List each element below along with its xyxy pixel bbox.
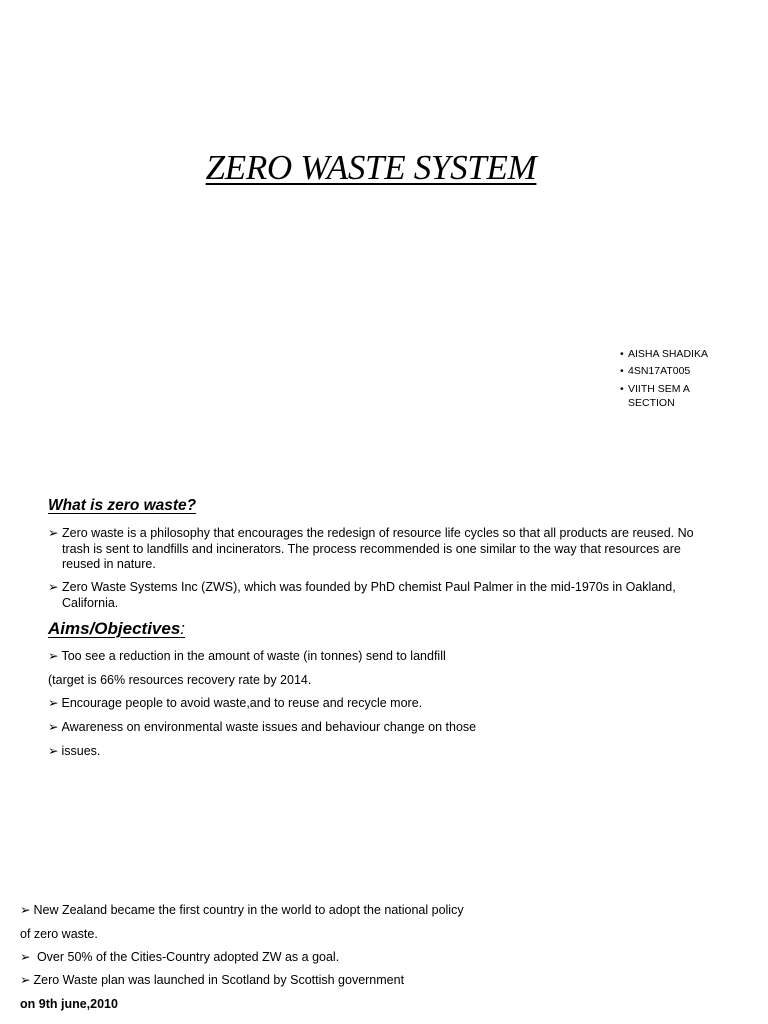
arrow-bullet-icon: ➢ [48,580,59,594]
aims-objectives-heading [48,619,185,639]
aims-line-3-text: Encourage people to avoid waste,and to reuse and recycle more. [61,696,423,710]
author-semester [620,382,760,410]
aims-heading-colon: : [180,619,186,638]
author-usn: • 4SN17AT005 [620,363,760,380]
aims-line-3 [48,695,422,711]
aims-heading-text: Aims/Objectives [48,619,181,638]
world-line-4-text: Zero Waste plan was launched in Scotland by Scottish government [33,973,405,987]
world-line-1-text: New Zealand became the first country in the world to adopt the national policy [33,903,464,917]
what-bullet-1 [48,526,718,573]
what-bullet-1-text: Zero waste is a philosophy that encourages the redesign of resource life cycles so that all products are reused. No trash is sent to landfills and incinerators. The process recommended is one similar to the way that resources are reused in nature. [62,526,694,571]
aims-line-4 [48,719,476,735]
world-line-4 [20,972,404,988]
arrow-bullet-icon: ➢ [48,649,59,663]
arrow-bullet-icon: ➢ [20,903,31,917]
aims-line-5-text: issues. [61,744,101,758]
arrow-bullet-icon: ➢ [20,973,31,987]
world-line-1 [20,902,464,918]
arrow-bullet-icon: ➢ [48,744,59,758]
aims-line-4-text: Awareness on environmental waste issues and behaviour change on those [61,720,477,734]
aims-line-1-text: Too see a reduction in the amount of waste (in tonnes) send to landfill [61,649,446,663]
world-line-5: on 9th june,2010 [20,997,118,1011]
author-semester-line1: VIITH SEM A [628,383,690,395]
arrow-bullet-icon: ➢ [48,720,59,734]
arrow-bullet-icon: ➢ [48,696,59,710]
aims-line-2: (target is 66% resources recovery rate by 2014. [48,673,312,687]
what-bullet-2-text: Zero Waste Systems Inc (ZWS), which was founded by PhD chemist Paul Palmer in the mid-1970s in Oakland, California. [62,580,676,610]
world-line-3-text: Over 50% of the Cities-Country adopted ZW as a goal. [33,950,340,964]
author-semester-line2: SECTION [628,397,675,409]
aims-line-5 [48,743,100,759]
arrow-bullet-icon: ➢ [20,950,31,964]
aims-line-1 [48,648,446,664]
author-name: • AISHA SHADIKA [620,346,760,363]
arrow-bullet-icon: ➢ [48,526,59,540]
author-info-list [620,346,760,410]
what-bullet-2 [48,580,718,611]
what-is-zero-waste-heading: What is zero waste? [48,497,197,514]
document-title: ZERO WASTE SYSTEM [205,148,537,187]
world-line-2: of zero waste. [20,927,98,941]
world-line-3 [20,949,339,965]
